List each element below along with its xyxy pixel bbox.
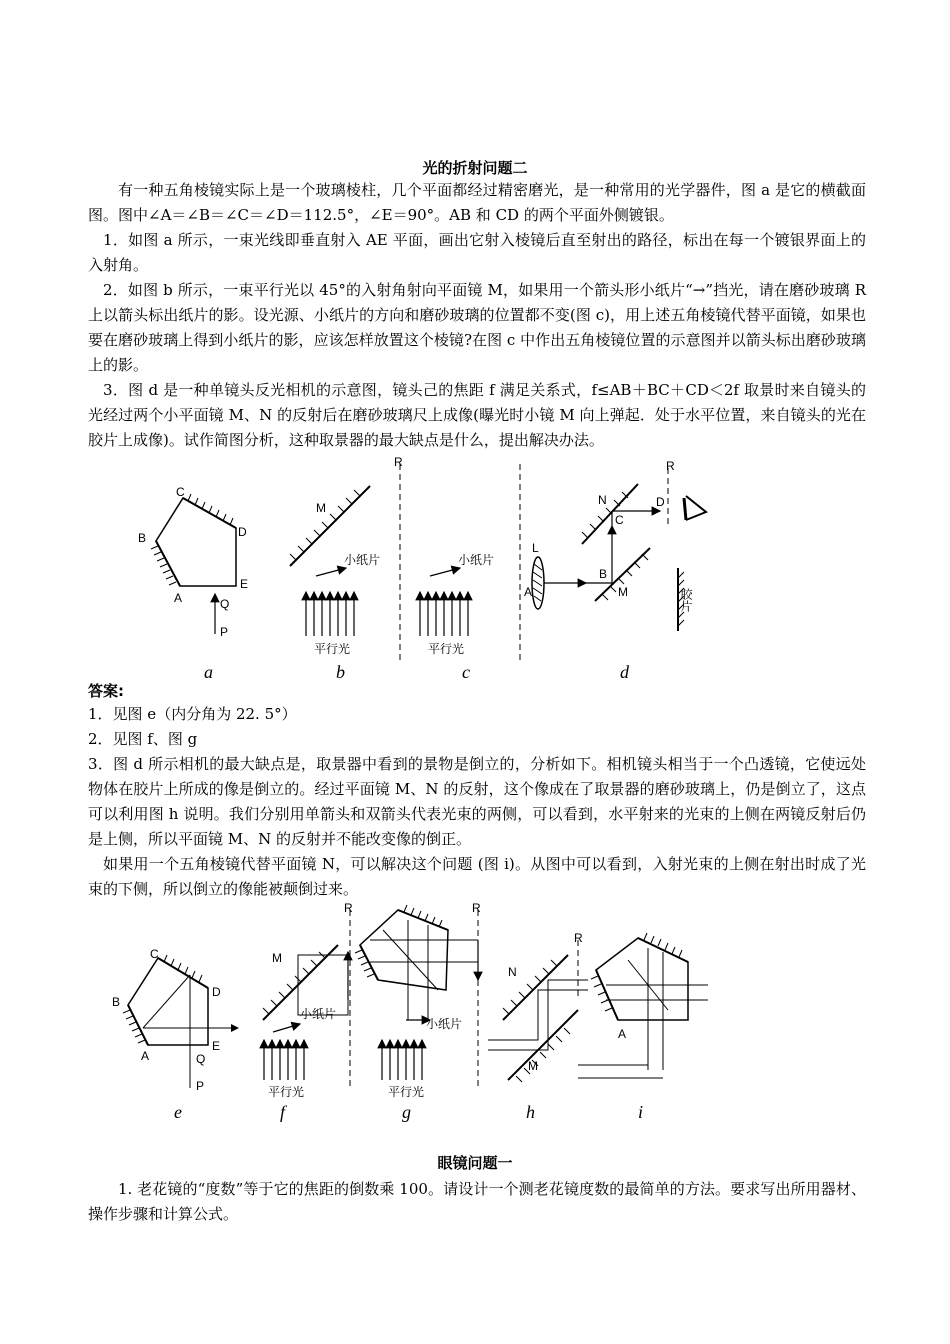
e-label-c: C: [150, 947, 159, 961]
caption-e: e: [174, 1102, 182, 1122]
figure-g: [355, 901, 481, 1122]
answer-1: 1．见图 e（内分角为 22. 5°）: [88, 705, 297, 723]
figure-b: [290, 455, 403, 682]
answer-3: 3．图 d 所示相机的最大缺点是，取景器中看到的景物是倒立的，分析如下。相机镜头相当于一个凸透镜，它使远处物体在胶片上所成的像是倒立的。经过平面镜 M、N 的反射，这个像成在了取景器的磨砂玻璃上，仍是倒立了，这点可以利用图 h 说明。我们分别用单箭头和双箭头代表光束的两侧，可以看到，水平射来的光束的上侧在两镜反射后仍是上侧，所以平面镜 M、N 的反射并不能改变像的倒正。: [88, 755, 866, 848]
caption-i: i: [638, 1102, 644, 1122]
caption-g: g: [402, 1102, 411, 1122]
figure-f: [263, 901, 353, 1122]
paper-label-b: 小纸片: [344, 553, 381, 567]
figures-e-f-g-h-i: [108, 900, 728, 1130]
figures-a-b-c-d: [120, 455, 693, 686]
camera-label-d: D: [656, 495, 665, 509]
figure-e: [112, 947, 238, 1122]
figure-row-1: [120, 455, 693, 686]
e-label-q: Q: [196, 1052, 206, 1066]
parallel-light-label-c: 平行光: [428, 642, 465, 656]
label-d: D: [238, 525, 247, 539]
answer-2: 2．见图 f、图 g: [88, 730, 198, 748]
caption-f: f: [280, 1102, 286, 1122]
caption-c: c: [462, 662, 470, 682]
question-1: 1．如图 a 所示，一束光线即垂直射入 AE 平面，画出它射入棱镜后直至射出的路径，标出在每一个镀银界面上的入射角。: [88, 231, 866, 274]
camera-label-r: R: [666, 459, 675, 473]
figure-h: [488, 931, 588, 1122]
e-label-e: E: [212, 1039, 221, 1053]
caption-a: a: [204, 662, 213, 682]
label-a: A: [174, 591, 183, 605]
parallel-light-label-b: 平行光: [314, 642, 351, 656]
e-label-a: A: [141, 1049, 150, 1063]
e-label-d: D: [212, 985, 221, 999]
f-screen-label: R: [344, 901, 353, 915]
screen-label-b: R: [394, 455, 403, 469]
e-label-p: P: [196, 1079, 205, 1093]
h-screen-label: R: [574, 931, 583, 945]
h-mirror-m: M: [528, 1059, 538, 1073]
e-label-b: B: [112, 995, 121, 1009]
section1-intro: 有一种五角棱镜实际上是一个玻璃棱柱，几个平面都经过精密磨光，是一种常用的光学器件，图 a 是它的横截面图。图中∠A＝∠B＝∠C＝∠D＝112.5°，∠E＝90°。AB 和 CD 的两个平面外侧镀银。: [88, 181, 866, 224]
figure-c: [420, 464, 520, 682]
camera-label-m: M: [618, 585, 628, 599]
answer-3b: 如果用一个五角棱镜代替平面镜 N，可以解决这个问题 (图 i)。从图中可以看到，入射光束的上侧在射出时成了光束的下侧，所以倒立的像能被颠倒过来。: [88, 855, 866, 898]
g-paper-label: 小纸片: [426, 1017, 463, 1031]
answers-heading: 答案:: [88, 682, 124, 700]
h-mirror-n: N: [508, 965, 517, 979]
f-paper-label: 小纸片: [300, 1007, 337, 1021]
caption-b: b: [336, 662, 345, 682]
figure-row-2: [108, 900, 728, 1130]
caption-h: h: [526, 1102, 535, 1122]
f-parallel-label: 平行光: [268, 1085, 305, 1099]
figure-i: [578, 933, 708, 1122]
i-label-a: A: [618, 1027, 627, 1041]
camera-label-a: A: [524, 585, 533, 599]
g-screen-label: R: [472, 901, 481, 915]
label-p: P: [220, 625, 229, 639]
figure-d: [522, 459, 706, 682]
label-q: Q: [220, 597, 230, 611]
camera-label-b: B: [599, 567, 608, 581]
paper-label-c: 小纸片: [458, 553, 495, 567]
caption-d: d: [620, 662, 629, 682]
figure-a: [138, 485, 248, 682]
section2-title: 眼镜问题一: [437, 1154, 513, 1172]
camera-label-c: C: [615, 513, 624, 527]
section1-title: 光的折射问题二: [422, 159, 528, 177]
question-3: 3．图 d 是一种单镜头反光相机的示意图，镜头己的焦距 f 满足关系式，f≤AB＋BC＋CD＜2f 取景时来自镜头的光经过两个小平面镜 M、N 的反射后在磨砂玻璃尺上成像(曝光时小镜 M 向上弹起．处于水平位置，来自镜头的光在胶片上成像)。试作简图分析，这种取景器的最大缺点是什么，提出解决办法。: [88, 381, 866, 449]
f-mirror-label: M: [272, 951, 282, 965]
label-b: B: [138, 531, 147, 545]
film-label: 胶片: [679, 588, 693, 612]
question-2: 2．如图 b 所示，一束平行光以 45°的入射角射向平面镜 M，如果用一个箭头形小纸片“→”挡光，请在磨砂玻璃 R 上以箭头标出纸片的影。设光源、小纸片的方向和磨砂玻璃的位置都不变(图 c)，用上述五角棱镜代替平面镜，如果也要在磨砂玻璃上得到小纸片的影，应该怎样放置这个棱镜?在图 c 中作出五角棱镜位置的示意图并以箭头标出磨砂玻璃上的影。: [88, 281, 866, 374]
section2-question-1: 1. 老花镜的“度数”等于它的焦距的倒数乘 100。请设计一个测老花镜度数的最简单的方法。要求写出所用器材、操作步骤和计算公式。: [88, 1180, 866, 1223]
camera-label-n: N: [598, 493, 607, 507]
camera-label-l: L: [532, 541, 539, 555]
mirror-label-b: M: [316, 501, 326, 515]
label-e: E: [240, 577, 249, 591]
label-c: C: [176, 485, 185, 499]
g-parallel-label: 平行光: [388, 1085, 425, 1099]
